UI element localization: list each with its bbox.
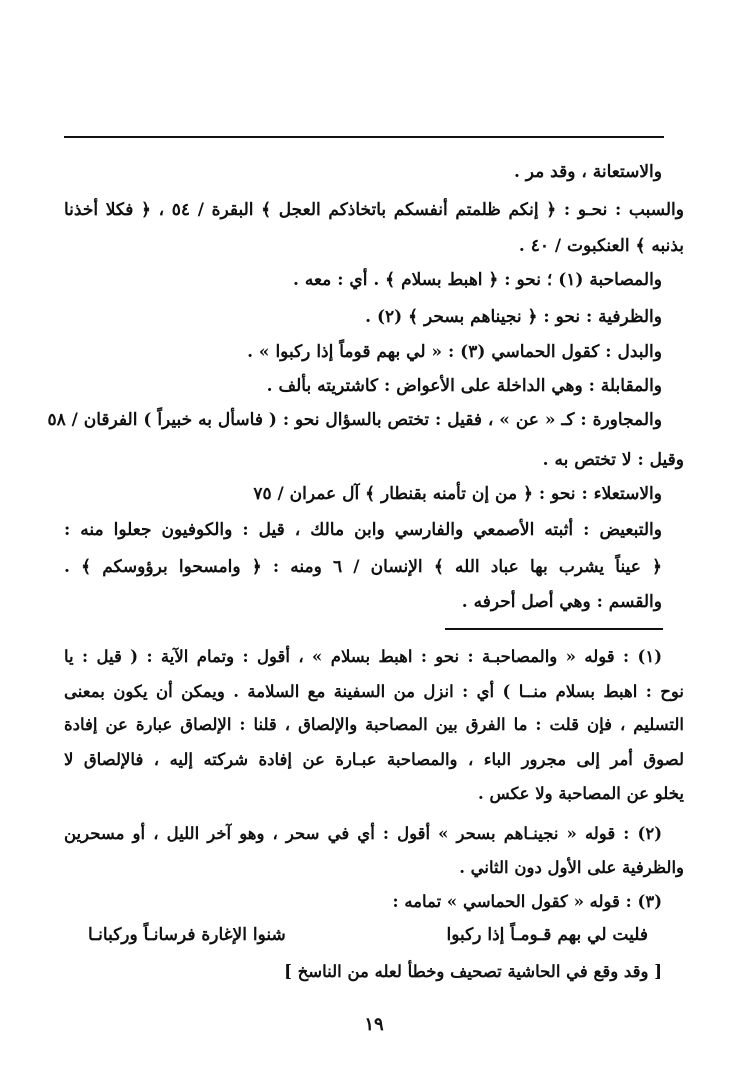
footnote-line: (٣) : قوله « كقول الحماسي » تمامه : <box>392 892 662 911</box>
text-line: ﴿ عيناً يشرب بها عباد الله ﴾ الإنسان / ٦ ومنه : ﴿ وامسحوا برؤوسكم ﴾ . <box>64 557 663 577</box>
text-line: والاستعلاء : نحو : ﴿ من إن تأمنه بقنطار ﴾ آل عمران / ٧٥ <box>253 484 662 504</box>
footnote-line: لصوق أمر إلى مجرور الباء ، والمصاحبة عبـارة عن إفادة شركته إليه ، فالإلصاق لا <box>64 750 684 769</box>
text-line: بذنبه ﴾ العنكبوت / ٤٠ . <box>518 236 684 256</box>
text-line: والقسم : وهي أصل أحرفه . <box>461 592 662 612</box>
text-line: والبدل : كقول الحماسي (٣) : « لي بهم قوماً إذا ركبوا » . <box>247 342 662 362</box>
text-line: والسبب : نحـو : ﴿ إنكم ظلمتم أنفسكم باتخاذكم العجل ﴾ البقرة / ٥٤ ، ﴿ فكلا أخذنا <box>64 200 684 220</box>
footnote-divider <box>445 628 663 630</box>
poetry-verse <box>88 925 648 951</box>
text-line: والظرفية : نحو : ﴿ نجيناهم بسحر ﴾ (٢) . <box>365 307 662 327</box>
editor-note: [ وقد وقع في الحاشية تصحيف وخطأ لعله من الناسخ ] <box>284 962 662 981</box>
text-line: والاستعانة ، وقد مر . <box>513 162 662 182</box>
verse-first-hemistich: فليت لي بهم قـومـاً إذا ركبوا <box>446 925 648 945</box>
text-line: والمقابلة : وهي الداخلة على الأعواض : كاشتريته بألف . <box>266 376 662 396</box>
text-line: والمجاورة : كـ « عن » ، فقيل : تختص بالسؤال نحو : ( فاسأل به خبيراً ) الفرقان / ٥٨ <box>47 410 662 430</box>
footnote-line: يخلو عن المصاحبة ولا عكس . <box>478 784 684 803</box>
footnote-line: والظرفية على الأول دون الثاني . <box>459 858 684 877</box>
footnote-line: (١) : قوله « والمصاحبـة : نحو : اهبط بسلام » ، أقول : وتمام الآية : ( قيل : يا <box>64 647 662 666</box>
top-divider <box>64 136 664 138</box>
text-line: والتبعيض : أثبته الأصمعي والفارسي وابن مالك ، قيل : والكوفيون جعلوا منه : <box>64 520 662 540</box>
footnote-line: نوح : اهبط بسلام منــا ) أي : انزل من السفينة مع السلامة . ويمكن أن يكون بمعنى <box>64 682 684 701</box>
page-number: ١٩ <box>364 1014 384 1035</box>
text-line: والمصاحبة (١) ؛ نحو : ﴿ اهبط بسلام ﴾ . أي : معه . <box>293 270 662 290</box>
footnote-line: التسليم ، فإن قلت : ما الفرق بين المصاحبة والإلصاق ، قلنا : الإلصاق عبارة عن إفادة <box>64 715 684 734</box>
verse-second-hemistich: شنوا الإغارة فرسانـاً وركبانـا <box>88 925 286 945</box>
text-line: وقيل : لا تختص به . <box>542 450 684 470</box>
footnote-line: (٢) : قوله « نجينـاهم بسحر » أقول : أي في سحر ، وهو آخر الليل ، أو مسحرين <box>64 824 662 843</box>
